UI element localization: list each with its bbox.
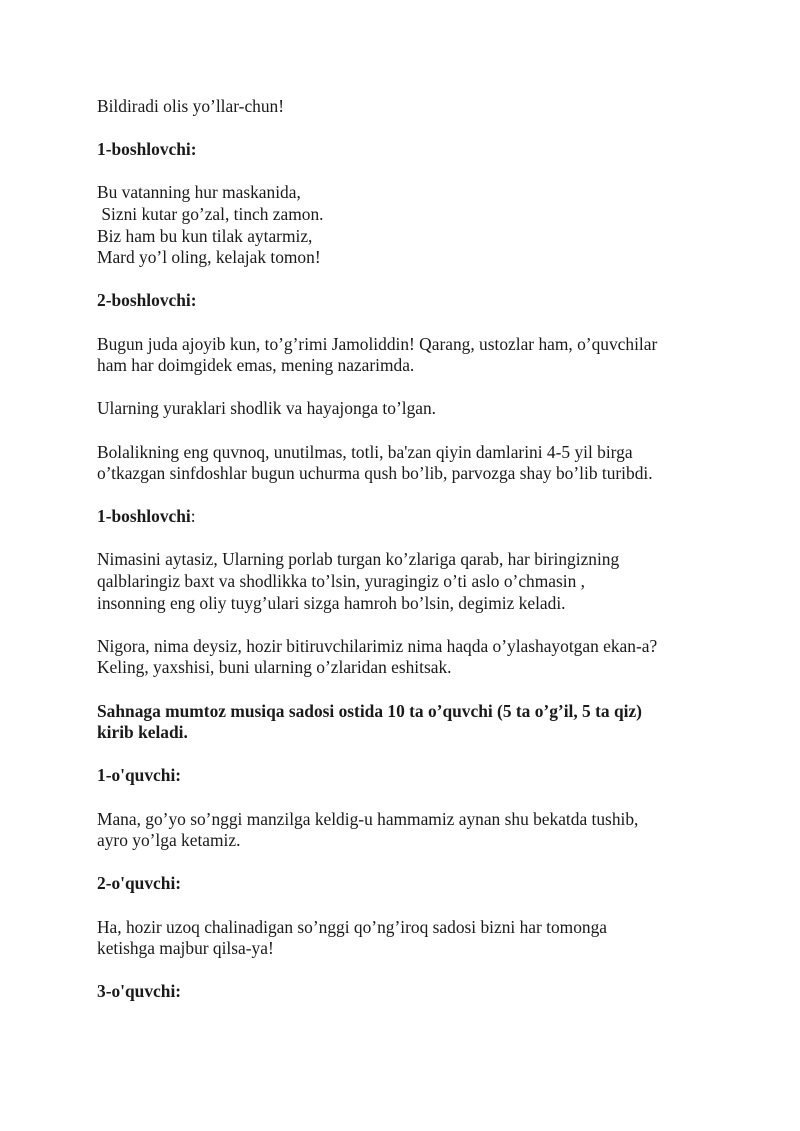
speaker-heading: 1-boshlovchi:	[97, 139, 197, 160]
poem-stanza	[97, 182, 737, 268]
paragraph-line: o’tkazgan sinfdoshlar bugun uchurma qush bo’lib, parvozga shay bo’lib turibdi.	[97, 463, 653, 484]
speaker-heading	[97, 506, 737, 528]
paragraph: Ularning yuraklari shodlik va hayajonga to’lgan.	[97, 398, 437, 419]
stage-direction-line: kirib keladi.	[97, 722, 188, 743]
paragraph-line: qalblaringiz baxt va shodlikka to’lsin, yuragingiz o’ti aslo o’chmasin ,	[97, 571, 585, 592]
document-page	[97, 96, 737, 1003]
speaker-heading: 2-boshlovchi:	[97, 290, 197, 311]
speaker-heading-text: 1-boshlovchi	[97, 506, 191, 527]
paragraph	[97, 636, 737, 679]
paragraph-line: ham har doimgidek emas, mening nazarimda.	[97, 355, 415, 376]
paragraph	[97, 334, 737, 377]
speaker-heading-colon: :	[190, 506, 196, 527]
paragraph-line: Keling, yaxshisi, buni ularning o’zlaridan eshitsak.	[97, 657, 452, 678]
paragraph-line: Bugun juda ajoyib kun, to’g’rimi Jamoliddin! Qarang, ustozlar ham, o’quvchilar	[97, 333, 658, 354]
speaker-heading: 1-o'quvchi:	[97, 765, 182, 786]
speaker-heading: 3-o'quvchi:	[97, 981, 182, 1002]
paragraph-line: ketishga majbur qilsa-ya!	[97, 938, 274, 959]
stage-direction-line: Sahnaga mumtoz musiqa sadosi ostida 10 ta o’quvchi (5 ta o’g’il, 5 ta qiz)	[97, 700, 642, 721]
paragraph-line: Bolalikning eng quvnoq, unutilmas, totli, ba'zan qiyin damlarini 4-5 yil birga	[97, 441, 633, 462]
paragraph	[97, 442, 737, 485]
paragraph-line: Nigora, nima deysiz, hozir bitiruvchilarimiz nima haqda o’ylashayotgan ekan-a?	[97, 635, 658, 656]
speaker-heading: 2-o'quvchi:	[97, 873, 182, 894]
paragraph	[97, 917, 737, 960]
poem-line: Sizni kutar go’zal, tinch zamon.	[97, 203, 324, 224]
paragraph-line: Nimasini aytasiz, Ularning porlab turgan ko’zlariga qarab, har biringizning	[97, 549, 620, 570]
stage-direction	[97, 701, 737, 744]
poem-line: Bu vatanning hur maskanida,	[97, 182, 301, 203]
paragraph: Bildiradi olis yo’llar-chun!	[97, 96, 285, 116]
paragraph	[97, 549, 737, 614]
paragraph-line: Mana, go’yo so’nggi manzilga keldig-u hammamiz aynan shu bekatda tushib,	[97, 808, 639, 829]
poem-line: Biz ham bu kun tilak aytarmiz,	[97, 225, 313, 246]
paragraph-line: insonning eng oliy tuyg’ulari sizga hamroh bo’lsin, degimiz keladi.	[97, 592, 566, 613]
paragraph-line: Ha, hozir uzoq chalinadigan so’nggi qo’ng’iroq sadosi bizni har tomonga	[97, 916, 608, 937]
paragraph	[97, 809, 737, 852]
paragraph-line: ayro yo’lga ketamiz.	[97, 830, 241, 851]
poem-line: Mard yo’l oling, kelajak tomon!	[97, 247, 321, 268]
